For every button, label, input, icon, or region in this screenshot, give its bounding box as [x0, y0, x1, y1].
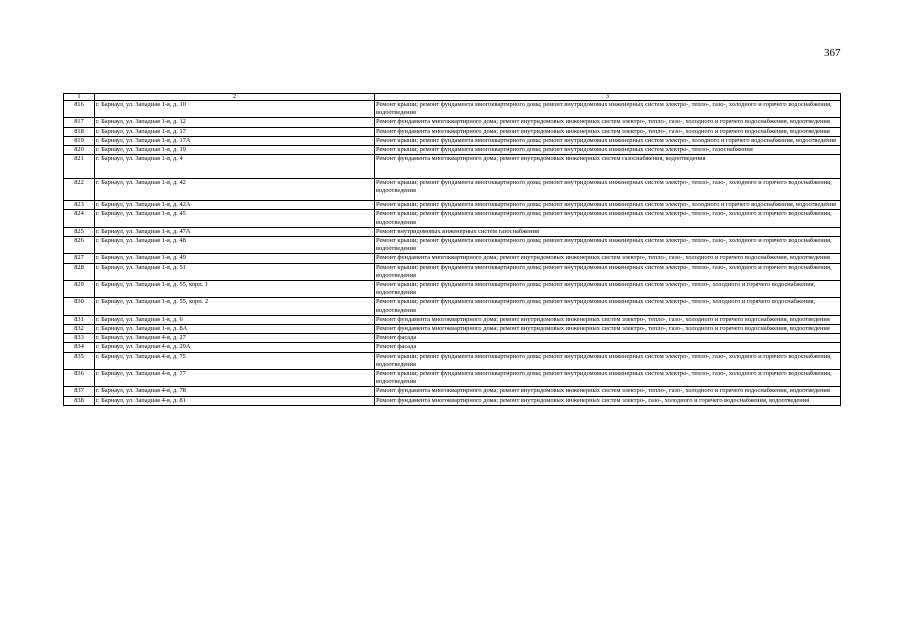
table-row — [64, 201, 841, 210]
table-row — [64, 136, 841, 145]
row-works: Ремонт фасада — [375, 343, 841, 352]
table-row — [64, 315, 841, 324]
row-works: Ремонт фундамента многоквартирного дома; ремонт внутридомовых инженерных систем электро-, тепло-, газо-, холодного и горячего водоснабжения, водоотведения — [375, 254, 841, 263]
row-number: 836 — [64, 370, 95, 387]
row-works: Ремонт крыши; ремонт фундамента многоквартирного дома; ремонт внутридомовых инженерных систем электро-, тепло-, газо-, холодного и горячего водоснабжения, водоотведения — [375, 101, 841, 118]
row-address: г. Барнаул, ул. Западная 1-я, д. 17А — [95, 136, 375, 145]
row-works: Ремонт крыши; ремонт фундамента многоквартирного дома; ремонт внутридомовых инженерных систем электро-, тепло-, холодного и горячего водоснабжения, водоотведения — [375, 281, 841, 298]
row-address: г. Барнаул, ул. Западная 1-я, д. 48 — [95, 237, 375, 254]
row-number: 838 — [64, 396, 95, 405]
row-address: г. Барнаул, ул. Западная 1-я, д. 10 — [95, 101, 375, 118]
row-address: г. Барнаул, ул. Западная 4-я, д. 29А — [95, 343, 375, 352]
row-number: 832 — [64, 325, 95, 334]
row-number: 828 — [64, 263, 95, 280]
row-number: 835 — [64, 352, 95, 369]
row-works: Ремонт фундамента многоквартирного дома; ремонт внутридомовых инженерных систем электро-, тепло-, газо-, холодного и горячего водоснабжения, водоотведения — [375, 325, 841, 334]
table-row — [64, 237, 841, 254]
row-address: г. Барнаул, ул. Западная 4-я, д. 27 — [95, 334, 375, 343]
row-address: г. Барнаул, ул. Западная 1-я, д. 51 — [95, 263, 375, 280]
row-number: 825 — [64, 227, 95, 236]
column-header-1: 1 — [64, 94, 95, 101]
row-works: Ремонт крыши; ремонт фундамента многоквартирного дома; ремонт внутридомовых инженерных систем электро-, тепло-, холодного и горячего водоснабжения, водоотведения — [375, 298, 841, 315]
table-row — [64, 343, 841, 352]
table-row — [64, 254, 841, 263]
row-works: Ремонт фундамента многоквартирного дома; ремонт внутридомовых инженерных систем газоснабжения, водоотведения — [375, 155, 841, 179]
row-works: Ремонт фундамента многоквартирного дома; ремонт внутридомовых инженерных систем электро-, тепло-, газо-, холодного и горячего водоснабжения, водоотведения — [375, 127, 841, 136]
row-number: 822 — [64, 179, 95, 201]
row-works: Ремонт крыши; ремонт фундамента многоквартирного дома; ремонт внутридомовых инженерных систем электро-, тепло-, газо-, холодного и горячего водоснабжения, водоотведения — [375, 179, 841, 201]
row-address: г. Барнаул, ул. Западная 4-я, д. 81 — [95, 396, 375, 405]
row-number: 827 — [64, 254, 95, 263]
table-row — [64, 101, 841, 118]
row-works: Ремонт крыши; ремонт фундамента многоквартирного дома; ремонт внутридомовых инженерных систем электро-, холодного и горячего водоснабжения, водоотведения — [375, 136, 841, 145]
row-number: 826 — [64, 237, 95, 254]
row-address: г. Барнаул, ул. Западная 1-я, д. 55, корп. 2 — [95, 298, 375, 315]
repair-works-table — [63, 93, 841, 406]
row-address: г. Барнаул, ул. Западная 1-я, д. 8А — [95, 325, 375, 334]
row-address: г. Барнаул, ул. Западная 4-я, д. 78 — [95, 387, 375, 396]
row-works: Ремонт внутридомовых инженерных систем газоснабжения — [375, 227, 841, 236]
row-number: 831 — [64, 315, 95, 324]
table-row — [64, 179, 841, 201]
row-works: Ремонт фундамента многоквартирного дома; ремонт внутридомовых инженерных систем электро-, газо-, холодного и горячего водоснабжения, водоотведения — [375, 396, 841, 405]
row-address: г. Барнаул, ул. Западная 1-я, д. 47А — [95, 227, 375, 236]
table-row — [64, 396, 841, 405]
row-works: Ремонт фундамента многоквартирного дома; ремонт внутридомовых инженерных систем электро-, тепло-, газо-, холодного и горячего водоснабжения, водоотведения — [375, 315, 841, 324]
row-address: г. Барнаул, ул. Западная 1-я, д. 45 — [95, 210, 375, 227]
row-number: 817 — [64, 118, 95, 127]
row-address: г. Барнаул, ул. Западная 1-я, д. 55, корп. 1 — [95, 281, 375, 298]
row-works: Ремонт фундамента многоквартирного дома; ремонт внутридомовых инженерных систем электро-, тепло-, газо-, холодного и горячего водоснабжения, водоотведения — [375, 387, 841, 396]
column-header-2: 2 — [95, 94, 375, 101]
row-number: 823 — [64, 201, 95, 210]
row-number: 818 — [64, 127, 95, 136]
row-works: Ремонт крыши; ремонт фундамента многоквартирного дома; ремонт внутридомовых инженерных систем электро-, тепло-, газо-, холодного и горячего водоснабжения, водоотведения — [375, 352, 841, 369]
row-works: Ремонт крыши; ремонт фундамента многоквартирного дома; ремонт внутридомовых инженерных систем электро-, тепло-, газо-, холодного и горячего водоснабжения, водоотведения — [375, 263, 841, 280]
table-row — [64, 387, 841, 396]
row-works: Ремонт крыши; ремонт фундамента многоквартирного дома; ремонт внутридомовых инженерных систем электро-, тепло-, газо-, холодного и горячего водоснабжения, водоотведения — [375, 210, 841, 227]
row-address: г. Барнаул, ул. Западная 1-я, д. 17 — [95, 127, 375, 136]
row-number: 837 — [64, 387, 95, 396]
table-row — [64, 263, 841, 280]
row-address: г. Барнаул, ул. Западная 1-я, д. 42А — [95, 201, 375, 210]
row-address: г. Барнаул, ул. Западная 1-я, д. 6 — [95, 315, 375, 324]
row-number: 834 — [64, 343, 95, 352]
table-body — [64, 101, 841, 406]
table-row — [64, 227, 841, 236]
row-number: 819 — [64, 136, 95, 145]
table-row — [64, 370, 841, 387]
table-row — [64, 155, 841, 179]
row-address: г. Барнаул, ул. Западная 1-я, д. 19 — [95, 146, 375, 155]
row-number: 833 — [64, 334, 95, 343]
row-address: г. Барнаул, ул. Западная 1-я, д. 49 — [95, 254, 375, 263]
table-row — [64, 118, 841, 127]
row-address: г. Барнаул, ул. Западная 4-я, д. 75 — [95, 352, 375, 369]
row-number: 816 — [64, 101, 95, 118]
row-number: 829 — [64, 281, 95, 298]
row-address: г. Барнаул, ул. Западная 1-я, д. 4 — [95, 155, 375, 179]
row-works: Ремонт крыши; ремонт фундамента многоквартирного дома; ремонт внутридомовых инженерных систем электро-, тепло-, газоснабжения — [375, 146, 841, 155]
table-row — [64, 127, 841, 136]
row-address: г. Барнаул, ул. Западная 1-я, д. 42 — [95, 179, 375, 201]
row-number: 820 — [64, 146, 95, 155]
table-row — [64, 298, 841, 315]
row-works: Ремонт крыши; ремонт фундамента многоквартирного дома; ремонт внутридомовых инженерных систем электро-, тепло-, газо-, холодного и горячего водоснабжения, водоотведения — [375, 370, 841, 387]
row-works: Ремонт фасада — [375, 334, 841, 343]
table-row — [64, 210, 841, 227]
row-address: г. Барнаул, ул. Западная 1-я, д. 12 — [95, 118, 375, 127]
table-row — [64, 281, 841, 298]
row-works: Ремонт фундамента многоквартирного дома; ремонт внутридомовых инженерных систем электро-, тепло-, газо-, холодного и горячего водоснабжения, водоотведения — [375, 118, 841, 127]
row-number: 824 — [64, 210, 95, 227]
page-number: 367 — [824, 47, 841, 59]
column-header-3: 3 — [375, 94, 841, 101]
row-number: 821 — [64, 155, 95, 179]
table-row — [64, 334, 841, 343]
row-works: Ремонт крыши; ремонт фундамента многоквартирного дома; ремонт внутридомовых инженерных систем электро-, тепло-, газо-, холодного и горячего водоснабжения, водоотведения — [375, 237, 841, 254]
column-number-row — [64, 94, 841, 101]
table-row — [64, 352, 841, 369]
row-works: Ремонт крыши; ремонт фундамента многоквартирного дома; ремонт внутридомовых инженерных систем электро-, холодного и горячего водоснабжения, водоотведения — [375, 201, 841, 210]
table-row — [64, 146, 841, 155]
row-number: 830 — [64, 298, 95, 315]
table-row — [64, 325, 841, 334]
row-address: г. Барнаул, ул. Западная 4-я, д. 77 — [95, 370, 375, 387]
